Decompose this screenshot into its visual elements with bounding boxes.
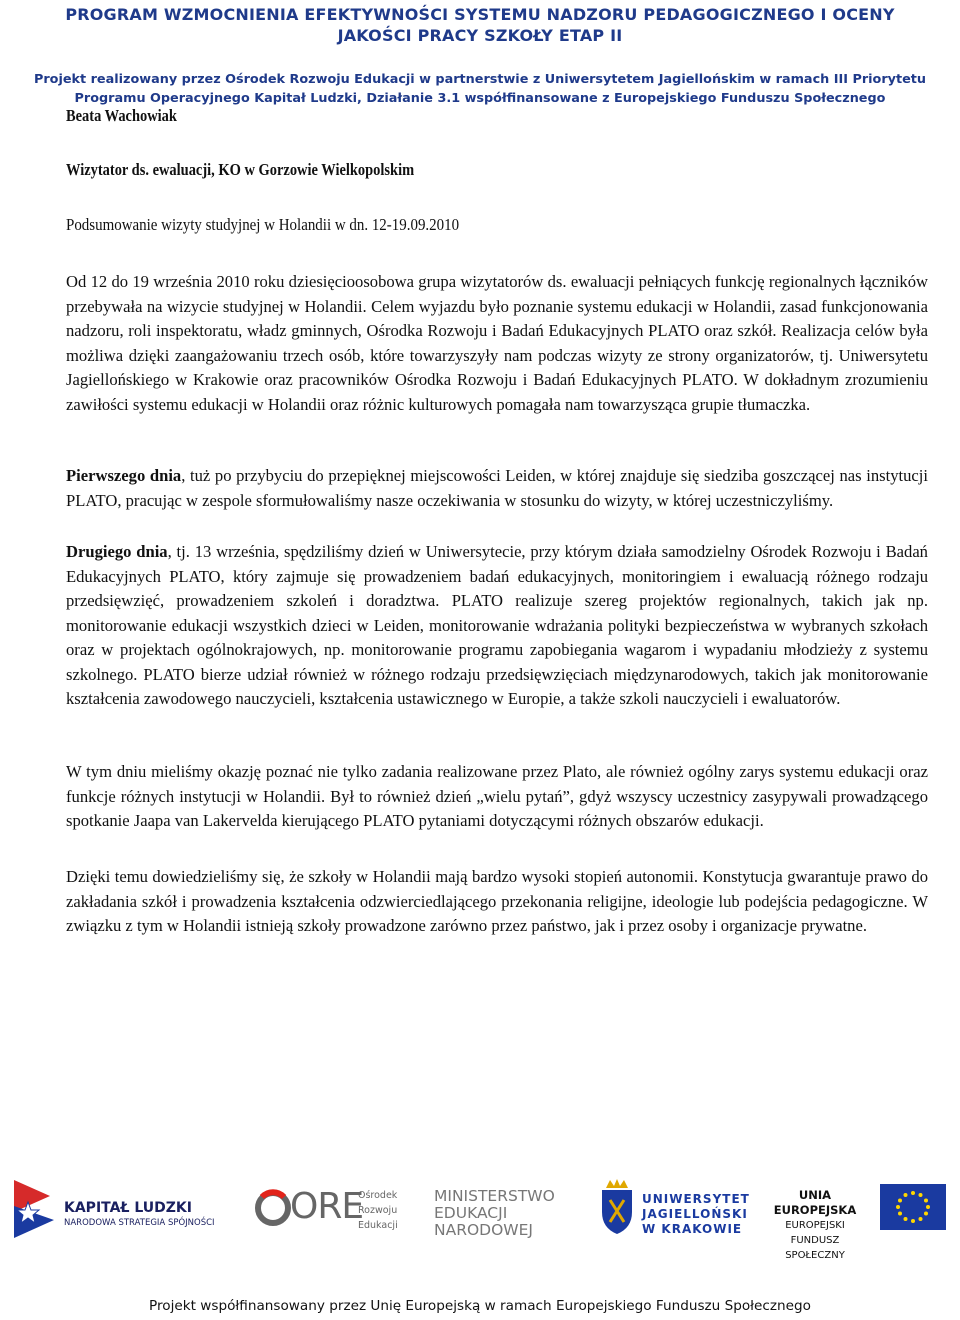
uj-line2: JAGIELLOŃSKI (642, 1207, 748, 1221)
eu-flag-icon (880, 1184, 946, 1230)
ore-name-line3: Edukacji (358, 1220, 398, 1231)
paragraph-autonomy: Dzięki temu dowiedzieliśmy się, że szkoły w Holandii mają bardzo wysoki stopień autonomii. Konstytucja gwarantuje prawo do zakładania szkół i prowadzenia kształcenia odzwierciedlającego przekonania religijne, ideologie lub podejścia pedagogiczne. W związku z tym w Holandii istnieją szkoły prowadzone zarówno przez państwo, jak i przez osoby i organizacje prywatne. (66, 867, 928, 935)
eu-line2: EUROPEJSKI (785, 1220, 845, 1231)
eu-logo (760, 1184, 955, 1261)
ore-circle-icon (254, 1188, 292, 1228)
funding-footer: Projekt współfinansowany przez Unię Europejską w ramach Europejskiego Funduszu Społecznego (149, 1298, 811, 1314)
eu-line3: FUNDUSZ SPOŁECZNY (785, 1235, 845, 1261)
men-logo (434, 1188, 564, 1248)
paragraph-day1-text: , tuż po przybyciu do przepięknej miejscowości Leiden, w której znajduje się siedziba goszczącej nas instytucji PLATO, pracując w zespole sformułowaliśmy nasze oczekiwania w stosunku do wizyty, w której uczestniczyliśmy. (66, 466, 928, 510)
kapital-ludzki-subtitle: NARODOWA STRATEGIA SPÓJNOŚCI (64, 1218, 215, 1228)
project-info-line1: Projekt realizowany przez Ośrodek Rozwoju Edukacji w partnerstwie z Uniwersytetem Jagiellońskim w ramach III Priorytetu (33, 72, 927, 87)
kapital-ludzki-title: KAPITAŁ LUDZKI (64, 1200, 192, 1216)
kapital-ludzki-logo (10, 1172, 220, 1242)
uj-crest-icon (598, 1178, 636, 1236)
project-info (0, 70, 960, 108)
paragraph-day2-lead: Drugiego dnia (66, 542, 168, 561)
paragraph-day2 (66, 540, 928, 712)
paragraph-questions: W tym dniu mieliśmy okazję poznać nie tylko zadania realizowane przez Plato, ale również ogólny zarys systemu edukacji oraz funkcje różnych instytucji w Holandii. Był to również dzień „wielu pytań”, gdyż wszyscy uczestnicy zasypywali prowadzącego spotkanie Jaapa van Lakervelda kierującego PLATO pytaniami dotyczącymi różnych obszarów edukacji. (66, 762, 928, 830)
program-title (0, 4, 960, 46)
ore-name-line2: Rozwoju (358, 1205, 398, 1216)
document-subject: Podsumowanie wizyty studyjnej w Holandii w dn. 12-19.09.2010 (66, 215, 460, 234)
men-line2: EDUKACJI (434, 1204, 508, 1222)
partner-logos (0, 1172, 960, 1262)
ore-name-line1: Ośrodek (358, 1190, 398, 1201)
uj-line1: UNIWERSYTET (642, 1192, 750, 1206)
program-title-line2: JAKOŚCI PRACY SZKOŁY ETAP II (337, 26, 623, 45)
paragraph-day1-lead: Pierwszego dnia (66, 466, 182, 485)
paragraph-day1 (66, 464, 928, 513)
men-line1: MINISTERSTWO (434, 1187, 555, 1205)
author-role: Wizytator ds. ewaluacji, KO w Gorzowie Wielkopolskim (66, 160, 415, 179)
kapital-ludzki-star-icon (10, 1172, 58, 1242)
program-title-line1: PROGRAM WZMOCNIENIA EFEKTYWNOŚCI SYSTEMU NADZORU PEDAGOGICZNEGO I OCENY (65, 5, 895, 24)
uj-name (642, 1192, 750, 1237)
men-line3: NARODOWEJ (434, 1221, 533, 1239)
ore-mark: ORE (290, 1186, 364, 1227)
eu-line1: UNIA EUROPEJSKA (773, 1188, 857, 1217)
uj-line3: W KRAKOWIE (642, 1222, 743, 1236)
eu-name (760, 1188, 870, 1263)
uj-logo (598, 1178, 748, 1240)
project-info-line2: Programu Operacyjnego Kapitał Ludzki, Działanie 3.1 współfinansowane z Europejskiego Funduszu Społecznego (74, 91, 886, 106)
author-name: Beata Wachowiak (66, 106, 177, 125)
ore-name (358, 1188, 398, 1233)
paragraph-day2-text: , tj. 13 września, spędziliśmy dzień w Uniwersytecie, przy którym działa samodzielny Ośrodek Rozwoju i Badań Edukacyjnych PLATO, który zajmuje się prowadzeniem badań edukacyjnych, monitoringiem i ewaluacją różnego rodzaju przedsięwzięć, prowadzeniem szkoleń i doradztwa. PLATO realizuje szereg projektów regionalnych, takich jak np. monitorowanie edukacji wszystkich dzieci w Leiden, monitorowanie wdrażania polityki bezpieczeństwa w wybranych szkołach oraz w projektach ogólnokrajowych, np. monitorowanie programu zapobiegania wagarom i wypadaniu młodzieży z systemu szkolnego. PLATO bierze udział również w różnego rodzaju przedsięwzięciach międzynarodowych, takich jak monitorowanie kształcenia zawodowego nauczycieli, kształcenia ustawicznego w Europie, a także szkoli nauczycieli i ewaluatorów. (66, 542, 928, 708)
paragraph-intro: Od 12 do 19 września 2010 roku dziesięcioosobowa grupa wizytatorów ds. ewaluacji pełniących funkcję regionalnych łączników przebywała na wizycie studyjnej w Holandii. Celem wyjazdu było poznanie systemu edukacji w Holandii, zasad funkcjonowania nadzoru, roli inspektoratu, władz gminnych, Ośrodka Rozwoju i Badań Edukacyjnych PLATO oraz szkół. Realizacja celów była możliwa dzięki zaangażowaniu trzech osób, które towarzyszyły nam podczas wizyty ze strony organizatorów, tj. Uniwersytetu Jagiellońskiego w Krakowie oraz pracowników Ośrodka Rozwoju i Badań Edukacyjnych PLATO. W dokładnym zrozumieniu zawiłości systemu edukacji w Holandii oraz różnic kulturowych pomagała nam towarzysząca grupie tłumaczka. (66, 272, 928, 414)
ore-logo (254, 1186, 404, 1246)
